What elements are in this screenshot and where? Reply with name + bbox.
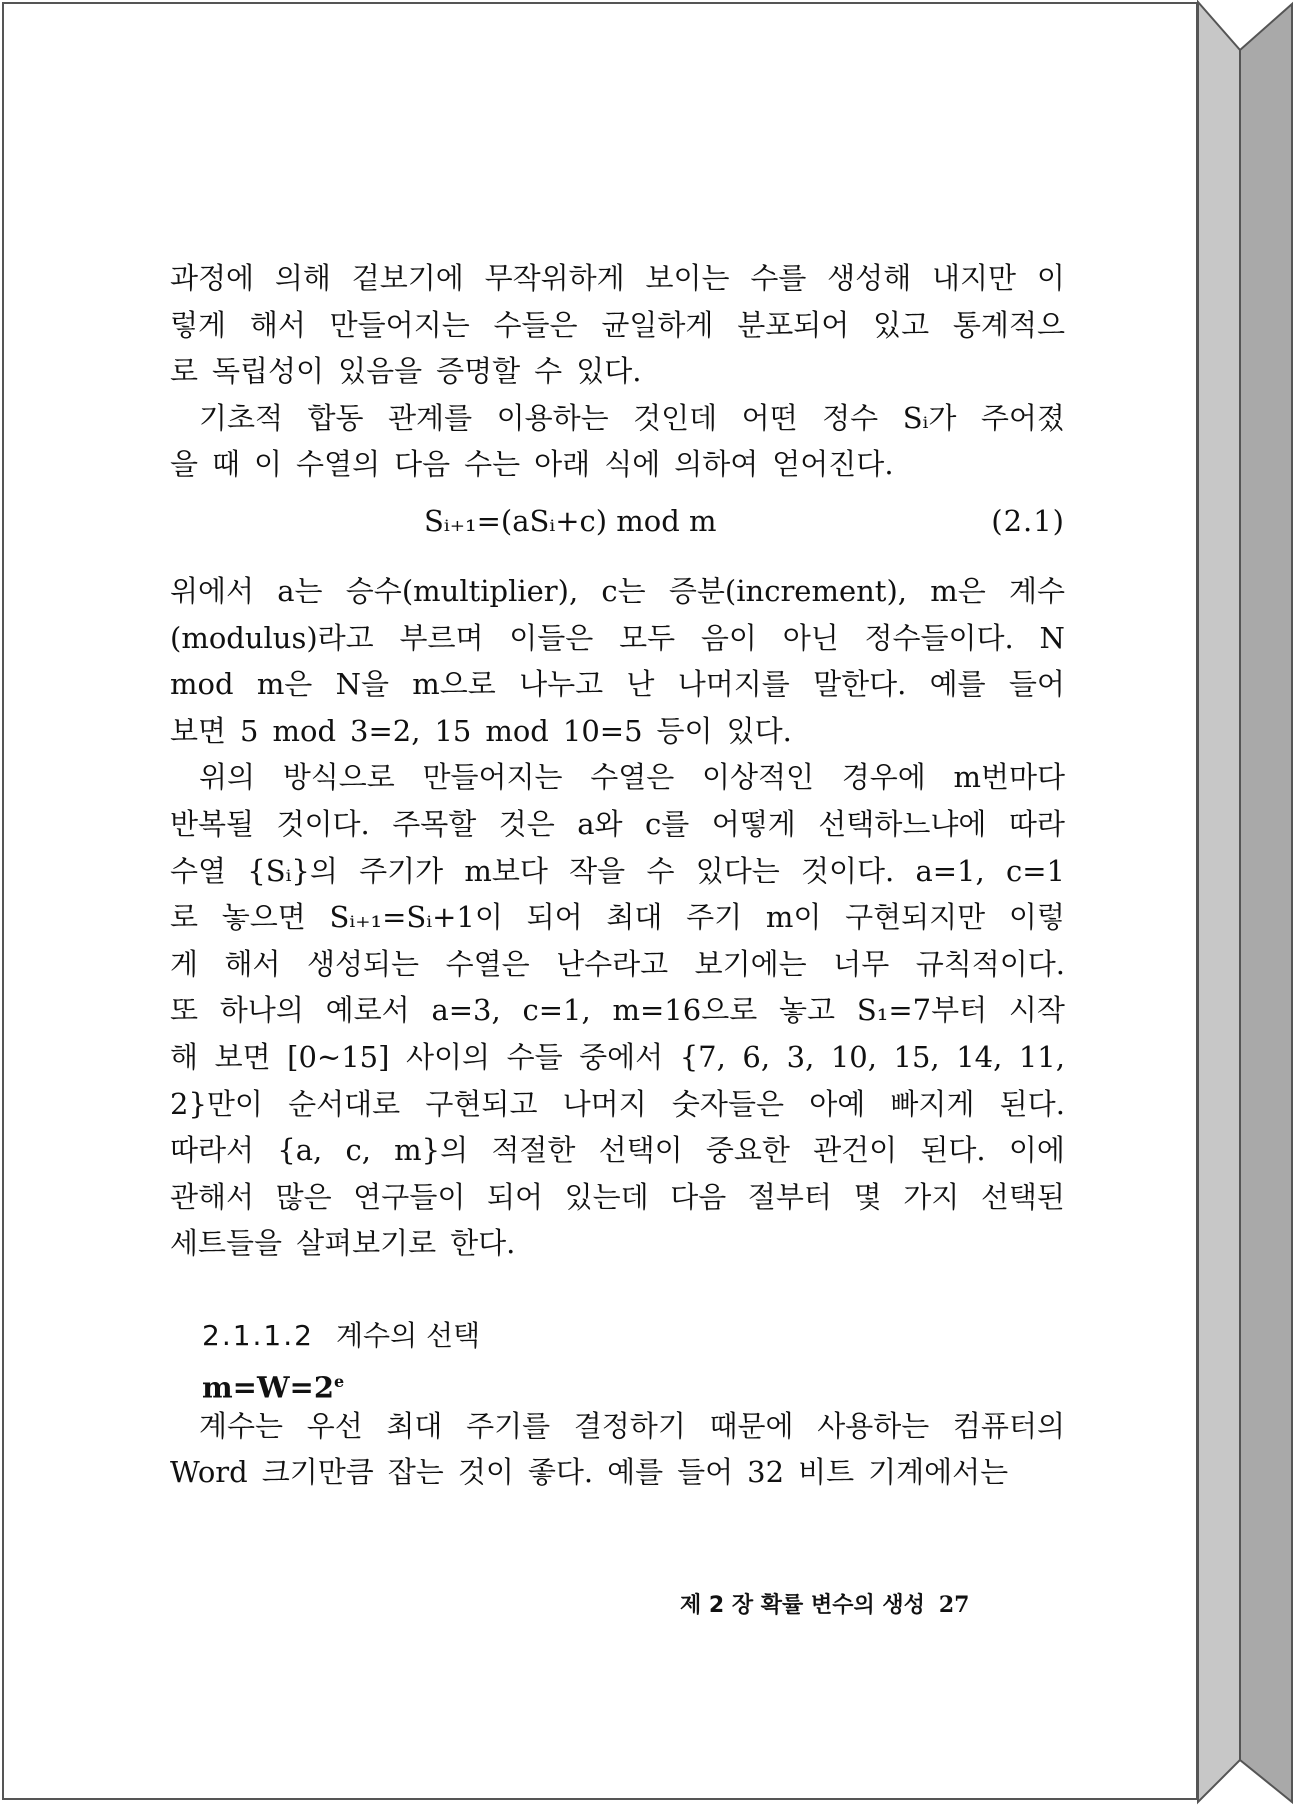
paragraph bbox=[170, 1403, 1065, 1496]
page-body bbox=[170, 255, 1065, 1496]
text-line: 을 때 이 수열의 다음 수는 아래 식에 의하여 얻어진다. bbox=[170, 447, 894, 482]
paragraph-group-3 bbox=[170, 1403, 1065, 1496]
text-line: 기초적 합동 관계를 이용하는 것인데 어떤 정수 Sᵢ가 주어졌 bbox=[170, 400, 1065, 435]
equation-2-1 bbox=[170, 494, 1065, 562]
text-line: 위에서 a는 승수(multiplier), c는 증분(increment), m은 계수 bbox=[170, 573, 1065, 608]
page-number: 27 bbox=[938, 1592, 970, 1618]
text-line: 렇게 해서 만들어지는 수들은 균일하게 분포되어 있고 통계적으 bbox=[170, 307, 1065, 342]
paragraph bbox=[170, 395, 1065, 488]
text-line: 반복될 것이다. 주목할 것은 a와 c를 어떻게 선택하느냐에 따라 bbox=[170, 806, 1065, 841]
formula-text: m=W=2 bbox=[202, 1370, 335, 1405]
paragraph-group-1 bbox=[170, 255, 1065, 488]
text-line: 수열 {Sᵢ}의 주기가 m보다 작을 수 있다는 것이다. a=1, c=1 bbox=[170, 853, 1065, 888]
text-line: 과정에 의해 겉보기에 무작위하게 보이는 수를 생성해 내지만 이 bbox=[170, 261, 1065, 295]
text-line: 로 놓으면 Sᵢ₊₁=Sᵢ+1이 되어 최대 주기 m이 구현되지만 이렇 bbox=[170, 900, 1065, 935]
paragraph bbox=[170, 255, 1065, 395]
text-line: 보면 5 mod 3=2, 15 mod 10=5 등이 있다. bbox=[170, 713, 792, 748]
text-line: 또 하나의 예로서 a=3, c=1, m=16으로 놓고 S₁=7부터 시작 bbox=[170, 993, 1065, 1028]
modulus-formula bbox=[170, 1359, 1065, 1403]
text-line: 계수는 우선 최대 주기를 결정하기 때문에 사용하는 컴퓨터의 bbox=[170, 1408, 1065, 1443]
text-line: 로 독립성이 있음을 증명할 수 있다. bbox=[170, 354, 642, 389]
text-line: 세트들을 살펴보기로 한다. bbox=[170, 1226, 516, 1261]
chapter-title: 제 2 장 확률 변수의 생성 bbox=[680, 1593, 925, 1618]
section-number: 2.1.1.2 bbox=[202, 1318, 314, 1352]
text-line: 위의 방식으로 만들어지는 수열은 이상적인 경우에 m번마다 bbox=[170, 760, 1065, 795]
paragraph bbox=[170, 754, 1065, 1267]
text-line: 해 보면 [0~15] 사이의 수들 중에서 {7, 6, 3, 10, 15, 14, 11, bbox=[170, 1039, 1065, 1074]
text-line: 따라서 {a, c, m}의 적절한 선택이 중요한 관건이 된다. 이에 bbox=[170, 1133, 1065, 1168]
equation-body: Sᵢ₊₁=(aSᵢ+c) mod m bbox=[424, 503, 717, 538]
text-line: mod m은 N을 m으로 나누고 난 나머지를 말한다. 예를 들어 bbox=[170, 667, 1065, 702]
section-heading bbox=[170, 1313, 1065, 1359]
text-line: Word 크기만큼 잡는 것이 좋다. 예를 들어 32 비트 기계에서는 bbox=[170, 1455, 1009, 1490]
text-line: (modulus)라고 부르며 이들은 모두 음이 아닌 정수들이다. N bbox=[170, 620, 1065, 655]
paragraph bbox=[170, 568, 1065, 754]
section-title: 계수의 선택 bbox=[335, 1318, 481, 1352]
paragraph-group-2 bbox=[170, 568, 1065, 1267]
text-line: 관해서 많은 연구들이 되어 있는데 다음 절부터 몇 가지 선택된 bbox=[170, 1179, 1065, 1214]
formula-exponent: e bbox=[334, 1371, 345, 1391]
text-line: 게 해서 생성되는 수열은 난수라고 보기에는 너무 규칙적이다. bbox=[170, 946, 1065, 981]
text-line: 2}만이 순서대로 구현되고 나머지 숫자들은 아예 빠지게 된다. bbox=[170, 1086, 1065, 1121]
equation-number: (2.1) bbox=[991, 503, 1065, 538]
page-footer bbox=[680, 1588, 1040, 1619]
